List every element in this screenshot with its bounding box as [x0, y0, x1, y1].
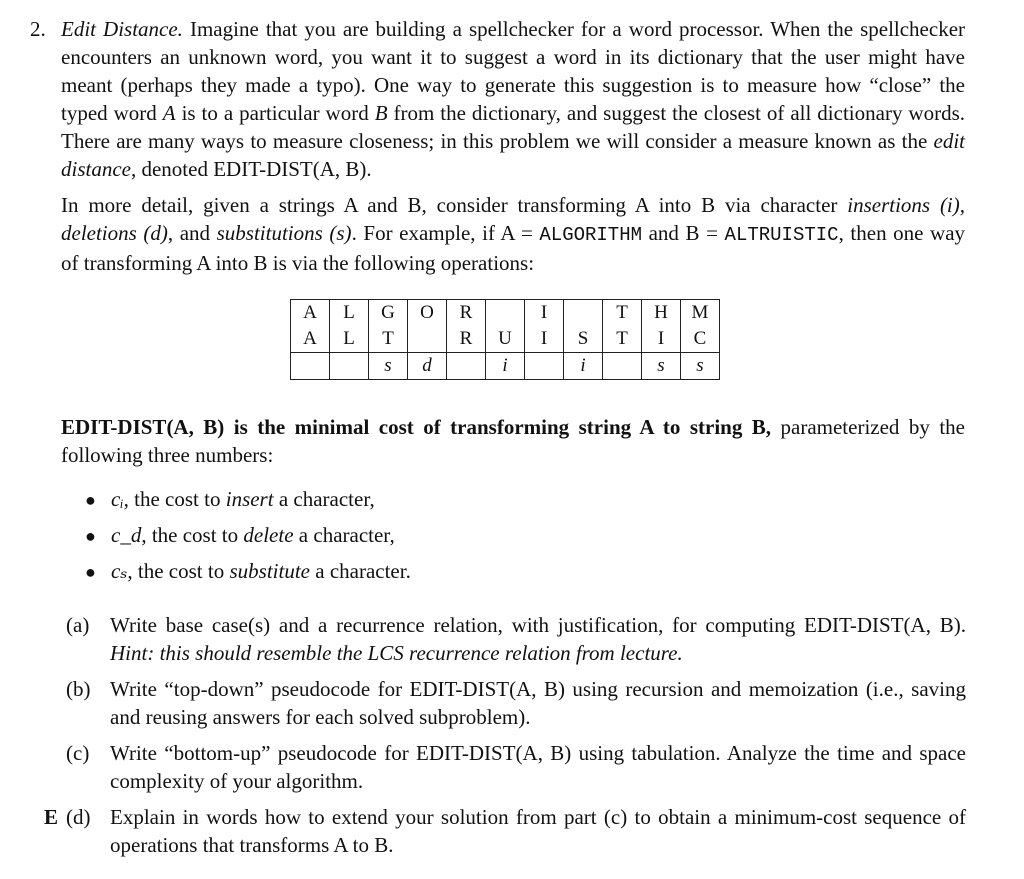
table-cell	[330, 353, 369, 380]
part-a-text: Write base case(s) and a recurrence relation, with justification, for computing EDIT-DIST(A, B).	[110, 613, 966, 637]
intro-end: from the dictionary, and suggest the closest of all dictionary words. There are many ways to measure closeness; in this problem we will consider a measure known as the	[61, 101, 965, 153]
part-d-text: Explain in words how to extend your solution from part (c) to obtain a minimum-cost sequence of operations that transforms A to B.	[110, 805, 966, 857]
part-d	[66, 803, 966, 859]
table-cell	[447, 353, 486, 380]
cost-list	[85, 485, 411, 593]
and-text: and B =	[648, 221, 718, 245]
list-item	[85, 521, 411, 557]
intro-paragraph	[61, 15, 965, 183]
table-cell: T	[369, 326, 408, 353]
part-a-label: (a)	[66, 613, 90, 637]
table-cell: A	[291, 300, 330, 327]
list-item	[85, 557, 411, 593]
problem-title: Edit Distance.	[61, 17, 183, 41]
cost-symbol: cᵢ	[111, 487, 124, 511]
table-row-source	[291, 300, 720, 327]
word-altruistic: ALTRUISTIC	[724, 224, 839, 246]
detail-tail: , then one way of transforming A into B is via the following operations:	[61, 221, 966, 275]
word-algorithm: ALGORITHM	[539, 224, 643, 246]
part-b-label: (b)	[66, 677, 91, 701]
table-cell: U	[486, 326, 525, 353]
intro-mid: is to a particular word	[181, 101, 369, 125]
table-cell: i	[564, 353, 603, 380]
cost-post: a character.	[315, 559, 411, 583]
table-row-target	[291, 326, 720, 353]
table-cell: L	[330, 326, 369, 353]
list-item	[85, 485, 411, 521]
bullet-icon: ●	[85, 562, 96, 582]
table-cell: I	[525, 326, 564, 353]
part-d-label: (d)	[66, 805, 91, 829]
cost-verb: insert	[225, 487, 274, 511]
cost-symbol: c_d	[111, 523, 142, 547]
table-cell: M	[681, 300, 720, 327]
bullet-icon: ●	[85, 490, 96, 510]
problem-number: 2.	[30, 17, 46, 41]
cost-pre: , the cost to	[141, 523, 239, 547]
cost-post: a character,	[298, 523, 395, 547]
table-cell: A	[291, 326, 330, 353]
table-cell: R	[447, 326, 486, 353]
edit-distance-term: edit distance	[61, 129, 965, 181]
cost-post: a character,	[278, 487, 375, 511]
operations-table	[290, 299, 720, 380]
intro-text: Imagine that you are building a spellchecker for a word processor. When the spellchecker encounters an unknown word, you want it to suggest a word in its dictionary that the user might have meant (perhaps they made a typo). One way to generate this suggestion is to measure how “close” the typed word	[61, 17, 966, 125]
table-cell: L	[330, 300, 369, 327]
table-cell	[486, 300, 525, 327]
deletions-term: deletions (d)	[61, 221, 168, 245]
table-cell: s	[369, 353, 408, 380]
part-c-label: (c)	[66, 741, 90, 765]
table-cell: s	[681, 353, 720, 380]
table-cell: O	[408, 300, 447, 327]
definition-paragraph	[61, 413, 965, 469]
part-b	[66, 675, 966, 731]
word-B: B	[374, 101, 388, 125]
part-c-text: Write “bottom-up” pseudocode for EDIT-DIST(A, B) using tabulation. Analyze the time and space complexity of your algorithm.	[110, 741, 966, 793]
table-cell: S	[564, 326, 603, 353]
cost-verb: substitute	[229, 559, 310, 583]
part-a	[66, 611, 966, 667]
table-cell	[408, 326, 447, 353]
detail-lead: In more detail, given a strings A and B, consider transforming A into B via character	[61, 193, 838, 217]
table-cell	[564, 300, 603, 327]
table-cell: i	[486, 353, 525, 380]
table-cell: I	[642, 326, 681, 353]
table-cell	[291, 353, 330, 380]
table-cell: T	[603, 300, 642, 327]
part-c	[66, 739, 966, 795]
definition-bold: EDIT-DIST(A, B) is the minimal cost of transforming string A to string B,	[61, 415, 772, 439]
table-cell: I	[525, 300, 564, 327]
table-cell: C	[681, 326, 720, 353]
substitutions-term: substitutions (s)	[216, 221, 352, 245]
denoted-text: , denoted EDIT-DIST(A, B).	[130, 157, 372, 181]
table-cell	[525, 353, 564, 380]
bullet-icon: ●	[85, 526, 96, 546]
word-A: A	[162, 101, 176, 125]
extra-credit-mark: E	[44, 805, 59, 829]
insertions-term: insertions (i)	[847, 193, 960, 217]
table-cell: d	[408, 353, 447, 380]
cost-symbol: cₛ	[111, 559, 128, 583]
table-cell: G	[369, 300, 408, 327]
table-cell: T	[603, 326, 642, 353]
part-a-hint: Hint: this should resemble the LCS recurrence relation from lecture.	[110, 641, 683, 665]
part-b-text: Write “top-down” pseudocode for EDIT-DIST(A, B) using recursion and memoization (i.e., saving and reusing answers for each solved subproblem).	[110, 677, 966, 729]
table-cell: s	[642, 353, 681, 380]
table-cell: H	[642, 300, 681, 327]
cost-verb: delete	[243, 523, 294, 547]
example-pre: . For example, if A =	[351, 221, 533, 245]
table-row-ops	[291, 353, 720, 380]
table-cell	[603, 353, 642, 380]
cost-pre: , the cost to	[123, 487, 221, 511]
table-cell: R	[447, 300, 486, 327]
detail-paragraph: In more detail, given a strings A and B, consider transforming A into B via character insertions (i), deletions (d), and substitutions (s). For example, if A = ALGORITHM and B = ALTRUISTIC, then one way of transforming A into B is via the following operations:	[61, 193, 966, 275]
cost-pre: , the cost to	[127, 559, 225, 583]
definition-rest: parameterized by the following three numbers:	[61, 415, 965, 467]
